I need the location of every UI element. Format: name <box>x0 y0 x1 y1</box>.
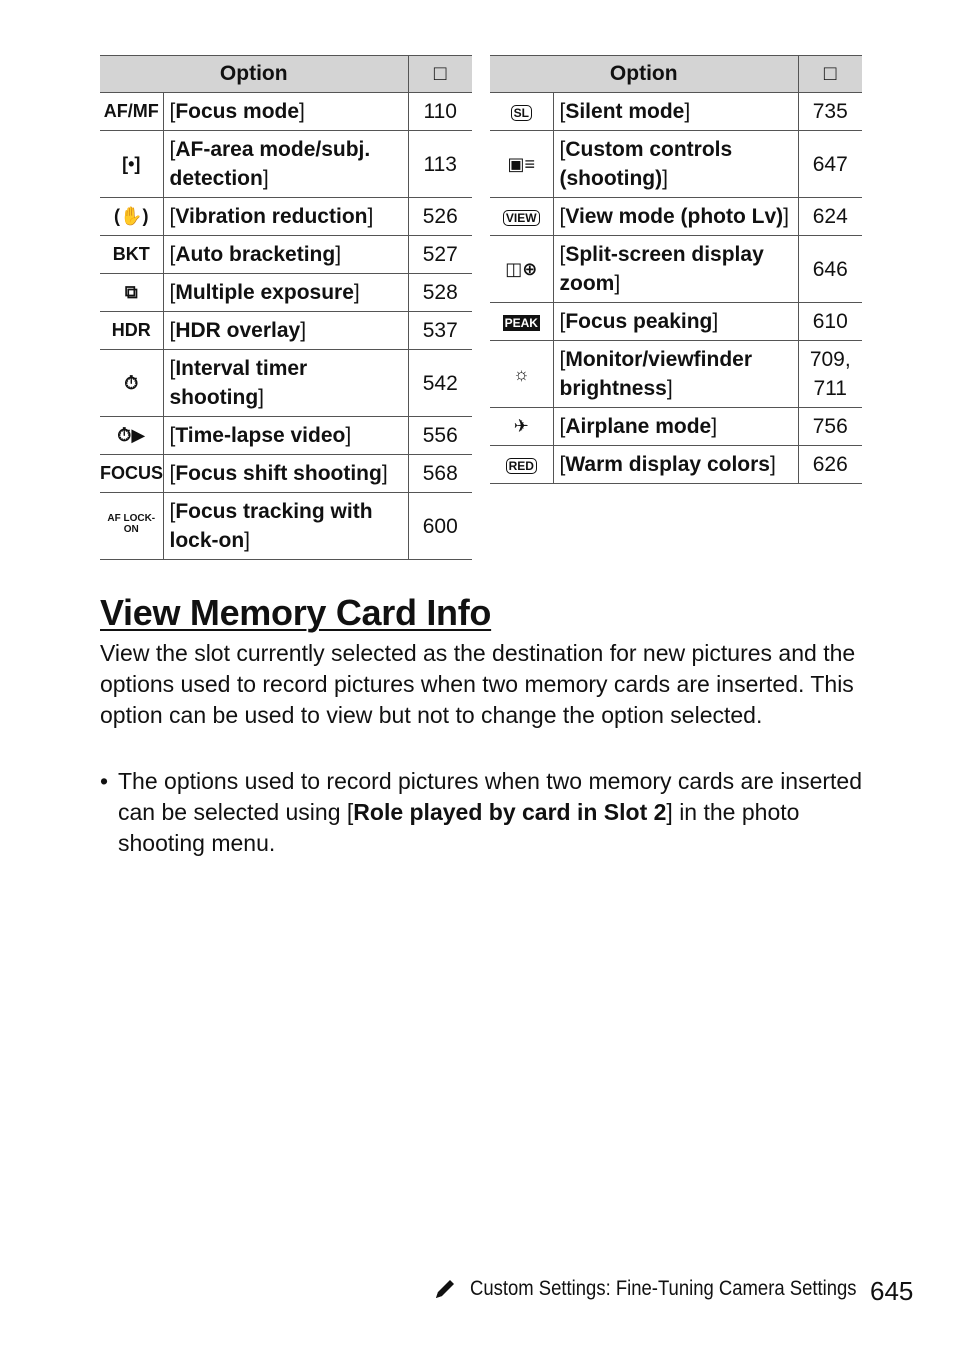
option-label <box>163 312 408 350</box>
option-icon-glyph: HDR <box>111 320 151 340</box>
option-icon <box>490 236 553 303</box>
option-icon-glyph: BKT <box>112 244 150 264</box>
bracket-open: [ <box>169 100 176 123</box>
table-row <box>100 493 472 560</box>
table-row <box>100 417 472 455</box>
bracket-open: [ <box>559 138 566 161</box>
page-reference: 646 <box>798 236 862 303</box>
table-row <box>100 198 472 236</box>
page-reference: 110 <box>408 93 472 131</box>
option-label <box>163 236 408 274</box>
table-row <box>490 93 862 131</box>
option-label <box>163 274 408 312</box>
option-label-text: Interval timer shooting <box>169 357 308 409</box>
option-label-text: Vibration reduction <box>175 205 368 228</box>
book-icon: □ <box>408 56 472 93</box>
option-label-text: Time-lapse video <box>175 424 346 447</box>
bracket-close: ] <box>262 167 269 190</box>
option-label <box>553 408 798 446</box>
bracket-open: [ <box>169 500 176 523</box>
table-row <box>100 350 472 417</box>
option-label-text: Auto bracketing <box>175 243 336 266</box>
option-label-text: Focus shift shooting <box>175 462 382 485</box>
bracket-close: ] <box>712 310 719 333</box>
bracket-close: ] <box>711 415 718 438</box>
bracket-close: ] <box>299 100 305 123</box>
page-reference: 709, 711 <box>798 341 862 408</box>
table-row <box>100 93 472 131</box>
table-row <box>490 236 862 303</box>
option-label-text: Multiple exposure <box>175 281 354 304</box>
table-row <box>100 312 472 350</box>
page-reference: 542 <box>408 350 472 417</box>
footer-chapter: Custom Settings: Fine-Tuning Camera Settings <box>470 1277 857 1300</box>
page-reference: 756 <box>798 408 862 446</box>
option-icon <box>100 236 163 274</box>
option-label-text: Focus mode <box>175 100 300 123</box>
bracket-close: ] <box>666 377 673 400</box>
table-row <box>100 455 472 493</box>
option-icon <box>490 341 553 408</box>
option-icon-glyph: ☼ <box>513 363 530 384</box>
option-icon-glyph: ⏱ <box>124 372 139 393</box>
bracket-close: ] <box>662 167 668 190</box>
option-label-text: Monitor/viewfinder brightness <box>559 348 753 400</box>
option-label <box>163 131 408 198</box>
page-reference: 626 <box>798 446 862 484</box>
option-icon <box>100 93 163 131</box>
bullet-dot: • <box>100 768 109 794</box>
option-icon-glyph: ⏱▶ <box>117 425 146 445</box>
table-row <box>490 198 862 236</box>
option-icon-glyph: PEAK <box>504 316 538 330</box>
section-title: View Memory Card Info <box>100 592 492 633</box>
bracket-open: [ <box>559 415 566 438</box>
bracket-close: ] <box>684 100 691 123</box>
bracket-open: [ <box>559 310 566 333</box>
option-icon-glyph: SL <box>511 105 532 121</box>
bracket-close: ] <box>345 424 352 447</box>
option-icon <box>100 198 163 236</box>
bracket-open: [ <box>169 281 176 304</box>
option-icon <box>100 417 163 455</box>
bracket-open: [ <box>169 243 176 266</box>
bullet-text-pre: The options used to record pictures when two memory cards are inserted can be selected using [ <box>118 768 863 825</box>
bracket-open: [ <box>169 462 176 485</box>
option-label <box>553 303 798 341</box>
option-icon-glyph: AF/MF <box>103 101 159 121</box>
bracket-open: [ <box>559 205 566 228</box>
option-label <box>163 455 408 493</box>
bracket-close: ] <box>258 386 264 409</box>
option-icon <box>490 93 553 131</box>
option-icon-glyph: ⧉ <box>124 282 138 302</box>
page-reference: 527 <box>408 236 472 274</box>
option-icon <box>100 131 163 198</box>
option-label-text: HDR overlay <box>175 319 301 342</box>
bracket-open: [ <box>559 348 566 371</box>
option-label-text: Focus tracking with lock-on <box>169 500 373 552</box>
bracket-open: [ <box>559 100 566 123</box>
option-label <box>163 93 408 131</box>
option-icon <box>490 408 553 446</box>
bracket-open: [ <box>559 243 566 266</box>
option-label-text: Custom controls (shooting) <box>559 138 733 190</box>
option-label <box>553 198 798 236</box>
option-label-text: Focus peaking <box>565 310 713 333</box>
bracket-open: [ <box>169 357 176 380</box>
bracket-close: ] <box>381 462 388 485</box>
table-row <box>490 446 862 484</box>
bracket-close: ] <box>244 529 251 552</box>
table-row <box>100 274 472 312</box>
option-icon <box>490 131 553 198</box>
page-reference: 556 <box>408 417 472 455</box>
book-icon: □ <box>798 56 862 93</box>
option-icon-glyph: AF LOCK-ON <box>107 512 156 535</box>
bracket-close: ] <box>614 272 621 295</box>
option-label <box>163 198 408 236</box>
bracket-close: ] <box>353 281 360 304</box>
option-label <box>163 417 408 455</box>
option-label <box>163 350 408 417</box>
option-label-text: Airplane mode <box>565 415 712 438</box>
left-options-table <box>100 55 472 560</box>
table-row <box>490 408 862 446</box>
bracket-open: [ <box>559 453 566 476</box>
option-icon-glyph: (✋) <box>114 206 149 226</box>
bullet-text-post: ] in the photo shooting menu. <box>118 799 800 856</box>
option-icon <box>100 350 163 417</box>
option-icon <box>490 446 553 484</box>
option-column-header: Option <box>490 56 798 93</box>
bracket-close: ] <box>783 205 789 228</box>
table-header <box>490 56 862 93</box>
page-number: 645 <box>870 1276 914 1306</box>
table-header <box>100 56 472 93</box>
option-icon <box>490 303 553 341</box>
bracket-close: ] <box>769 453 776 476</box>
page-reference: 610 <box>798 303 862 341</box>
option-label <box>553 446 798 484</box>
page-reference: 537 <box>408 312 472 350</box>
bullet-text-bold: Role played by card in Slot 2 <box>353 799 667 825</box>
page-reference: 647 <box>798 131 862 198</box>
table-row <box>490 303 862 341</box>
table-row <box>490 131 862 198</box>
table-row <box>100 131 472 198</box>
option-icon-glyph: RED <box>506 458 537 474</box>
table-row <box>490 341 862 408</box>
right-options-table <box>490 55 862 484</box>
option-icon-glyph: ▣≡ <box>507 153 535 174</box>
option-label-text: View mode (photo Lv) <box>565 205 784 228</box>
bracket-open: [ <box>169 205 176 228</box>
bracket-open: [ <box>169 319 176 342</box>
option-icon-glyph: FOCUS <box>100 463 163 483</box>
option-label <box>163 493 408 560</box>
bracket-open: [ <box>169 138 176 161</box>
table-row <box>100 236 472 274</box>
option-icon <box>100 455 163 493</box>
bracket-open: [ <box>169 424 176 447</box>
option-icon <box>100 312 163 350</box>
section-body: View the slot currently selected as the destination for new pictures and the options used to record pictures when two memory cards are inserted. This option can be used to view but not to change the option selected. <box>100 640 856 728</box>
page-reference: 600 <box>408 493 472 560</box>
bullet-item <box>100 766 870 859</box>
option-label <box>553 93 798 131</box>
option-icon-glyph: [•] <box>122 153 141 174</box>
bracket-close: ] <box>335 243 342 266</box>
option-icon-glyph: ◫⊕ <box>505 258 538 279</box>
option-label-text: AF-area mode/subj. detection <box>169 138 371 190</box>
option-label <box>553 236 798 303</box>
page-reference: 624 <box>798 198 862 236</box>
page-reference: 735 <box>798 93 862 131</box>
option-label <box>553 131 798 198</box>
option-label-text: Warm display colors <box>565 453 770 476</box>
option-label-text: Split-screen display zoom <box>559 243 764 295</box>
option-icon <box>100 274 163 312</box>
footer <box>432 1276 909 1302</box>
page-reference: 113 <box>408 131 472 198</box>
option-icon <box>100 493 163 560</box>
page-reference: 528 <box>408 274 472 312</box>
option-label-text: Silent mode <box>565 100 685 123</box>
option-label <box>553 341 798 408</box>
option-icon-glyph: ✈ <box>513 416 529 436</box>
option-column-header: Option <box>100 56 408 93</box>
bracket-close: ] <box>300 319 307 342</box>
option-icon-glyph: VIEW <box>503 210 540 226</box>
pencil-icon <box>432 1276 458 1302</box>
page-reference: 568 <box>408 455 472 493</box>
page-reference: 526 <box>408 198 472 236</box>
bracket-close: ] <box>367 205 374 228</box>
option-icon <box>490 198 553 236</box>
